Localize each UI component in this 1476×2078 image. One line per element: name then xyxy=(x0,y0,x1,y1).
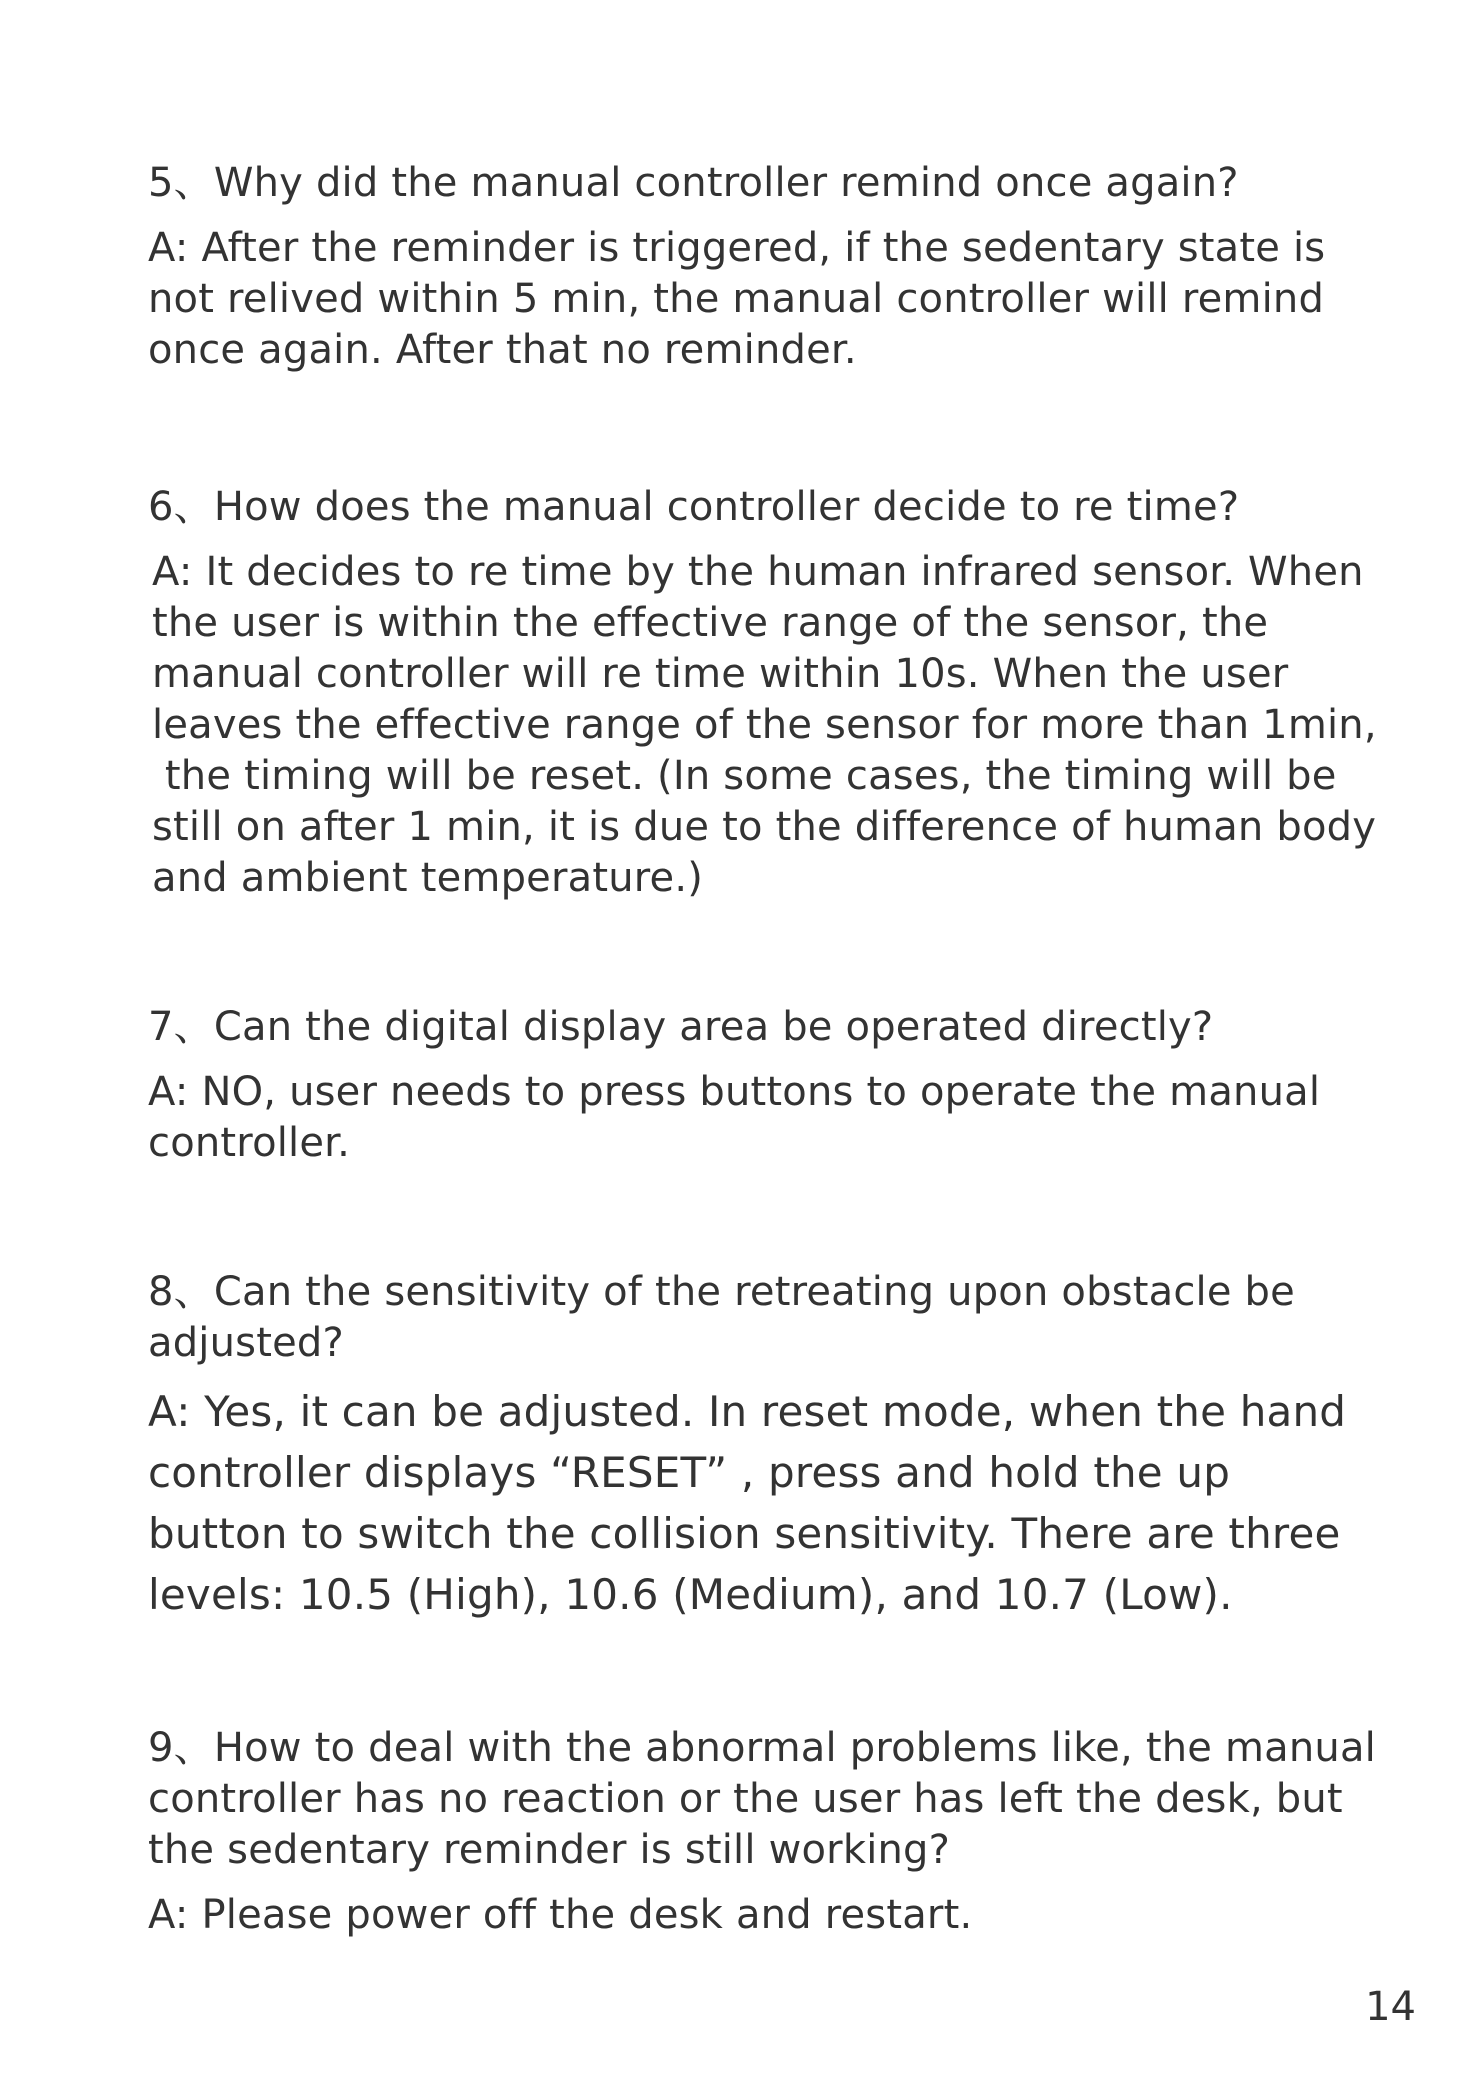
faq-answer-9 xyxy=(148,1890,1388,1941)
faq-question-6: 6、How does the manual controller decide to re time? xyxy=(148,484,1240,530)
answer-line: controller. xyxy=(148,1120,351,1166)
answer-line: still on after 1 min, it is due to the difference of human body xyxy=(152,804,1377,850)
answer-line: once again. After that no reminder. xyxy=(148,327,857,373)
faq-answer-5 xyxy=(148,223,1388,376)
answer-line: button to switch the collision sensitivity. There are three xyxy=(148,1509,1341,1558)
question-line: adjusted? xyxy=(148,1320,344,1366)
question-line: controller has no reaction or the user has left the desk, but xyxy=(148,1776,1343,1822)
answer-line: A: Yes, it can be adjusted. In reset mode, when the hand xyxy=(148,1387,1347,1436)
answer-line: leaves the effective range of the sensor for more than 1min, xyxy=(152,702,1377,748)
faq-question-9 xyxy=(148,1723,1388,1876)
answer-line: A: It decides to re time by the human infrared sensor. When xyxy=(152,549,1364,595)
faq-answer-6 xyxy=(148,547,1388,904)
answer-line: levels: 10.5 (High), 10.6 (Medium), and 10.7 (Low). xyxy=(148,1570,1233,1619)
answer-line: the timing will be reset. (In some cases, the timing will be xyxy=(152,753,1337,799)
answer-line: not relived within 5 min, the manual controller will remind xyxy=(148,276,1325,322)
question-line: 9、How to deal with the abnormal problems like, the manual xyxy=(148,1725,1376,1771)
faq-item-7 xyxy=(148,1002,1388,1169)
faq-question-7: 7、Can the digital display area be operated directly? xyxy=(148,1004,1214,1050)
faq-item-5 xyxy=(148,158,1388,376)
answer-line: controller displays “RESET” , press and hold the up xyxy=(148,1448,1231,1497)
page-number: 14 xyxy=(1365,1984,1416,2030)
answer-line: the user is within the effective range of the sensor, the xyxy=(152,600,1269,646)
faq-question-8 xyxy=(148,1267,1388,1369)
answer-line: and ambient temperature.) xyxy=(152,855,704,901)
faq-item-9 xyxy=(148,1723,1388,1941)
faq-answer-8 xyxy=(148,1381,1388,1625)
question-line: 8、Can the sensitivity of the retreating upon obstacle be xyxy=(148,1269,1295,1315)
faq-item-6 xyxy=(148,482,1388,904)
answer-line: manual controller will re time within 10s. When the user xyxy=(152,651,1289,697)
faq-answer-7 xyxy=(148,1067,1388,1169)
answer-line: A: NO, user needs to press buttons to operate the manual xyxy=(148,1069,1321,1115)
faq-question-5: 5、Why did the manual controller remind once again? xyxy=(148,160,1239,206)
answer-line: A: Please power off the desk and restart. xyxy=(148,1892,973,1938)
question-line: the sedentary reminder is still working? xyxy=(148,1827,951,1873)
faq-item-8 xyxy=(148,1267,1388,1625)
answer-line: A: After the reminder is triggered, if the sedentary state is xyxy=(148,225,1326,271)
